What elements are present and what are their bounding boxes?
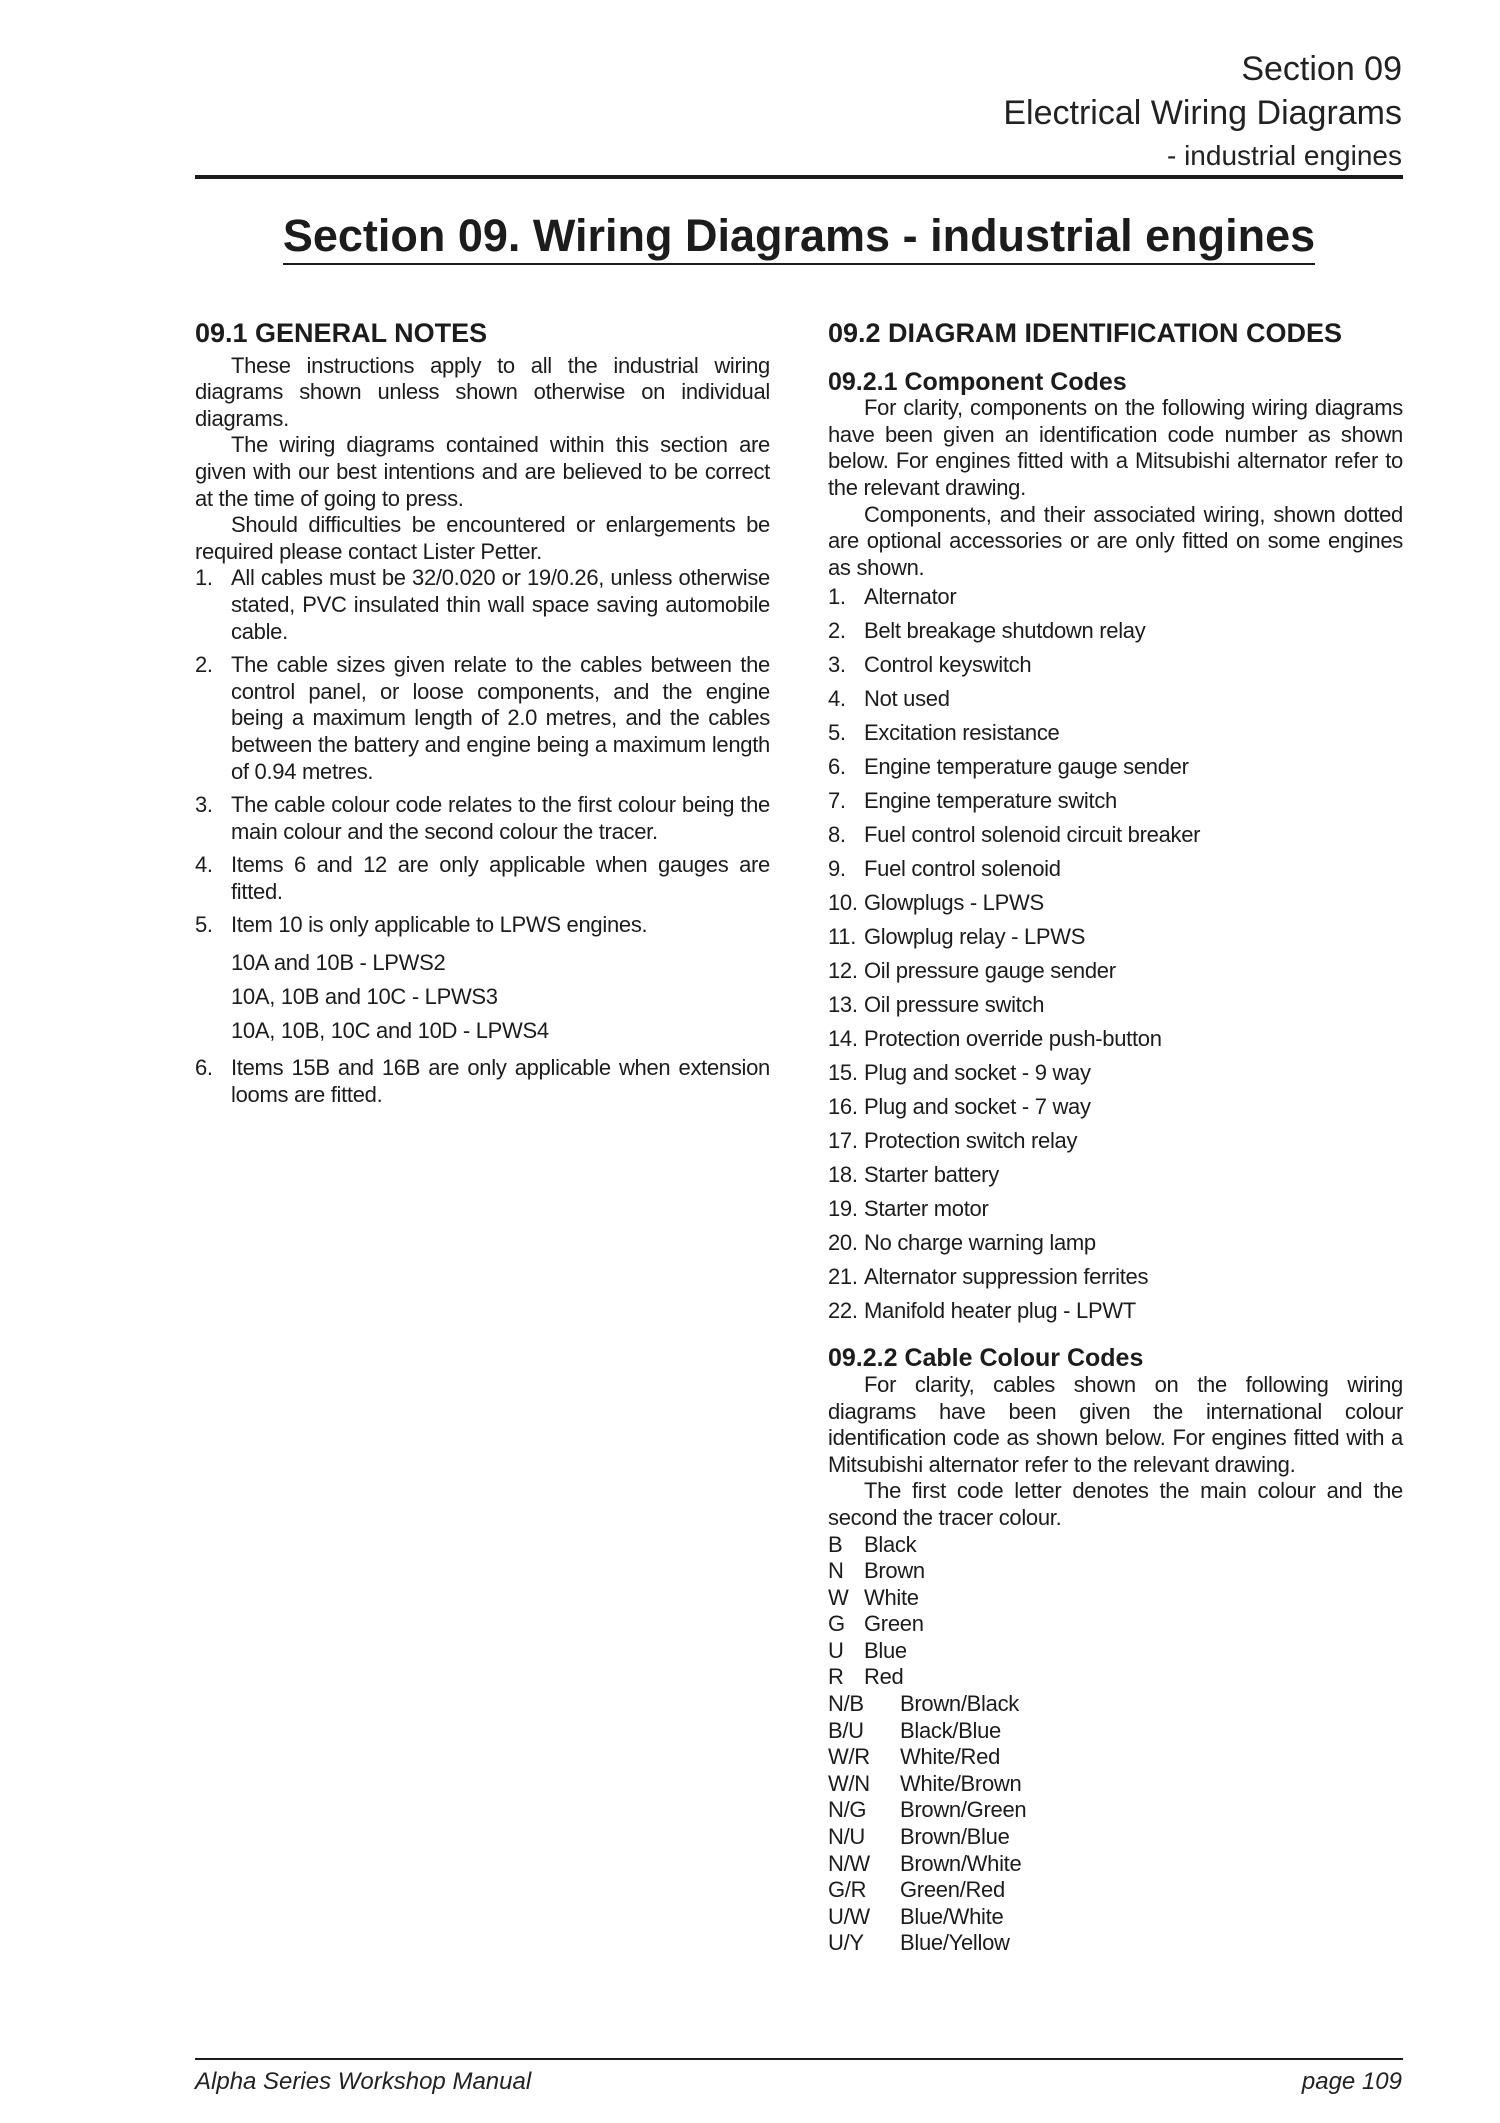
colour-name: Blue/White [900,1903,1004,1929]
component-item [828,887,1403,921]
colour-code: N/B [828,1691,864,1717]
component-item [828,921,1403,955]
colour-name: Brown/Black [900,1691,1019,1717]
component-name: Alternator [864,584,957,610]
colour-code: U [828,1637,844,1663]
component-item [828,819,1403,853]
component-name: Fuel control solenoid circuit breaker [864,822,1201,848]
note-text: Items 15B and 16B are only applicable when extension looms are fitted. [231,1055,770,1107]
paragraph: For clarity, cables shown on the following wiring diagrams have been given the international colour identification code as shown below. For engines fitted with a Mitsubishi alternator refer to the relevant drawing. [828,1371,1403,1477]
paragraph: The first code letter denotes the main colour and the second the tracer colour. [828,1478,1403,1530]
colour-code: W/N [828,1770,870,1796]
note-item [195,652,770,785]
component-name: Engine temperature gauge sender [864,754,1189,780]
note-item [195,912,770,1048]
note-number: 3. [195,792,213,818]
component-number: 5. [828,720,846,746]
colour-code-row [828,1585,1403,1612]
colour-code-row [828,1744,1403,1771]
component-name: Control keyswitch [864,652,1032,678]
component-number: 1. [828,584,846,610]
colour-code-row [828,1664,1403,1691]
component-number: 11. [828,924,857,950]
colour-code-row [828,1718,1403,1745]
component-name: Plug and socket - 7 way [864,1094,1091,1120]
colour-code-list [828,1532,1403,1958]
component-name: Oil pressure switch [864,992,1045,1018]
colour-code: B/U [828,1717,864,1743]
component-number: 7. [828,788,846,814]
colour-name: White/Red [900,1744,1001,1770]
component-name: Excitation resistance [864,720,1060,746]
paragraph: For clarity, components on the following wiring diagrams have been given an identification code number as shown below. For engines fitted with a Mitsubishi alternator refer to the relevant drawing. [828,395,1403,500]
component-item [828,1125,1403,1159]
colour-code: N/U [828,1824,865,1850]
component-number: 9. [828,856,846,882]
component-number: 22. [828,1298,858,1324]
page-title-wrap [0,210,1500,262]
note-text: Item 10 is only applicable to LPWS engines. [231,912,648,938]
colour-code-row [828,1611,1403,1638]
footer-manual-title: Alpha Series Workshop Manual [195,2068,532,2095]
lpws-sublist [195,946,770,1048]
colour-name: White/Brown [900,1770,1022,1796]
colour-code-row [828,1532,1403,1559]
component-number: 2. [828,618,846,644]
colour-name: Black [864,1531,917,1557]
component-name: Belt breakage shutdown relay [864,618,1146,644]
component-name: Plug and socket - 9 way [864,1060,1091,1086]
paragraph: Components, and their associated wiring, shown dotted are optional accessories or are only fitted on some engines as shown. [828,501,1403,580]
component-item [828,581,1403,615]
colour-code: G/R [828,1877,867,1903]
note-number: 6. [195,1055,213,1081]
footer-page-number: page 109 [1301,2068,1402,2095]
note-item [195,1055,770,1108]
component-number: 17. [828,1128,858,1154]
colour-name: Green [864,1611,924,1637]
header-section-subtitle: - industrial engines [1166,140,1402,171]
colour-code-row [828,1797,1403,1824]
component-item [828,1193,1403,1227]
colour-code-row [828,1851,1403,1878]
component-item [828,717,1403,751]
colour-name: Blue [864,1637,907,1663]
sub-item: 10A, 10B and 10C - LPWS3 [231,984,498,1010]
note-number: 1. [195,565,213,591]
note-number: 5. [195,912,213,938]
component-item [828,1227,1403,1261]
component-number: 10. [828,890,858,916]
component-name: Starter motor [864,1196,989,1222]
component-item [828,1295,1403,1329]
component-codes-heading: 09.2.1 Component Codes [828,367,1127,396]
colour-name: Brown/Blue [900,1824,1010,1850]
component-item [828,1261,1403,1295]
identification-column [828,320,1403,1957]
note-text: Items 6 and 12 are only applicable when gauges are fitted. [231,852,770,904]
paragraph: Should difficulties be encountered or enlargements be required please contact Lister Petter. [195,512,770,564]
colour-code-row [828,1877,1403,1904]
note-number: 2. [195,652,213,678]
colour-name: Black/Blue [900,1717,1001,1743]
component-number: 21. [828,1264,858,1290]
component-item [828,1091,1403,1125]
component-item [828,751,1403,785]
colour-name: Brown [864,1558,925,1584]
note-text: The cable sizes given relate to the cables between the control panel, or loose components, and the engine being a maximum length of 2.0 metres, and the cables between the battery and engine being a maximum length of 0.94 metres. [231,652,770,784]
component-number: 13. [828,992,858,1018]
header-section-number: Section 09 [1241,50,1402,88]
footer-divider [195,2058,1403,2060]
component-name: Manifold heater plug - LPWT [864,1298,1136,1324]
component-number: 18. [828,1162,858,1188]
component-number: 8. [828,822,846,848]
component-name: Protection override push-button [864,1026,1162,1052]
component-item [828,1023,1403,1057]
component-number: 3. [828,652,846,678]
colour-code: G [828,1611,845,1637]
colour-code: R [828,1664,844,1690]
component-name: Protection switch relay [864,1128,1078,1154]
component-name: Alternator suppression ferrites [864,1264,1149,1290]
component-item [828,1057,1403,1091]
colour-code-row [828,1558,1403,1585]
component-name: Not used [864,686,950,712]
note-text: The cable colour code relates to the first colour being the main colour and the second colour the tracer. [231,792,770,844]
colour-code: N/G [828,1797,867,1823]
component-name: Starter battery [864,1162,999,1188]
paragraph: The wiring diagrams contained within this section are given with our best intentions and are believed to be correct at the time of going to press. [195,432,770,511]
colour-code-row [828,1904,1403,1931]
colour-code: W/R [828,1744,870,1770]
component-number: 6. [828,754,846,780]
notes-list [195,565,770,1108]
colour-name: Red [864,1664,904,1690]
colour-name: Blue/Yellow [900,1930,1010,1956]
component-name: Fuel control solenoid [864,856,1061,882]
colour-code-row [828,1930,1403,1957]
colour-code: U/W [828,1903,870,1929]
colour-code: N/W [828,1850,870,1876]
component-item [828,785,1403,819]
note-item [195,565,770,645]
sub-item: 10A and 10B - LPWS2 [231,950,446,976]
component-number: 16. [828,1094,858,1120]
component-name: Glowplugs - LPWS [864,890,1044,916]
note-item [195,792,770,845]
component-name: No charge warning lamp [864,1230,1096,1256]
component-number: 14. [828,1026,858,1052]
general-notes-heading: 09.1 GENERAL NOTES [195,318,488,348]
header-divider [195,175,1403,179]
colour-name: Brown/White [900,1850,1022,1876]
component-item [828,989,1403,1023]
component-list [828,581,1403,1329]
identification-heading: 09.2 DIAGRAM IDENTIFICATION CODES [828,318,1343,348]
component-number: 15. [828,1060,858,1086]
component-name: Oil pressure gauge sender [864,958,1116,984]
component-item [828,1159,1403,1193]
component-number: 12. [828,958,858,984]
note-text: All cables must be 32/0.020 or 19/0.26, unless otherwise stated, PVC insulated thin wall space saving automobile cable. [231,565,770,644]
colour-code: U/Y [828,1930,864,1956]
colour-code-row [828,1691,1403,1718]
note-item [195,852,770,905]
colour-code: N [828,1558,844,1584]
colour-code-row [828,1824,1403,1851]
component-name: Engine temperature switch [864,788,1117,814]
colour-name: Green/Red [900,1877,1005,1903]
component-number: 4. [828,686,846,712]
colour-code-row [828,1638,1403,1665]
colour-code-row [828,1771,1403,1798]
cable-codes-heading: 09.2.2 Cable Colour Codes [828,1344,1144,1373]
component-number: 20. [828,1230,858,1256]
component-item [828,853,1403,887]
general-notes-column [195,320,770,1115]
colour-code: B [828,1531,843,1557]
sub-item: 10A, 10B, 10C and 10D - LPWS4 [231,1018,549,1044]
header-section-title: Electrical Wiring Diagrams [1003,94,1402,132]
note-number: 4. [195,852,213,878]
colour-name: Brown/Green [900,1797,1027,1823]
component-item [828,683,1403,717]
component-name: Glowplug relay - LPWS [864,924,1086,950]
page-title: Section 09. Wiring Diagrams - industrial engines [283,210,1315,265]
component-item [828,615,1403,649]
colour-name: White [864,1584,919,1610]
paragraph: These instructions apply to all the industrial wiring diagrams shown unless shown otherwise on individual diagrams. [195,352,770,431]
component-number: 19. [828,1196,858,1222]
component-item [828,955,1403,989]
component-item [828,649,1403,683]
colour-code: W [828,1584,849,1610]
